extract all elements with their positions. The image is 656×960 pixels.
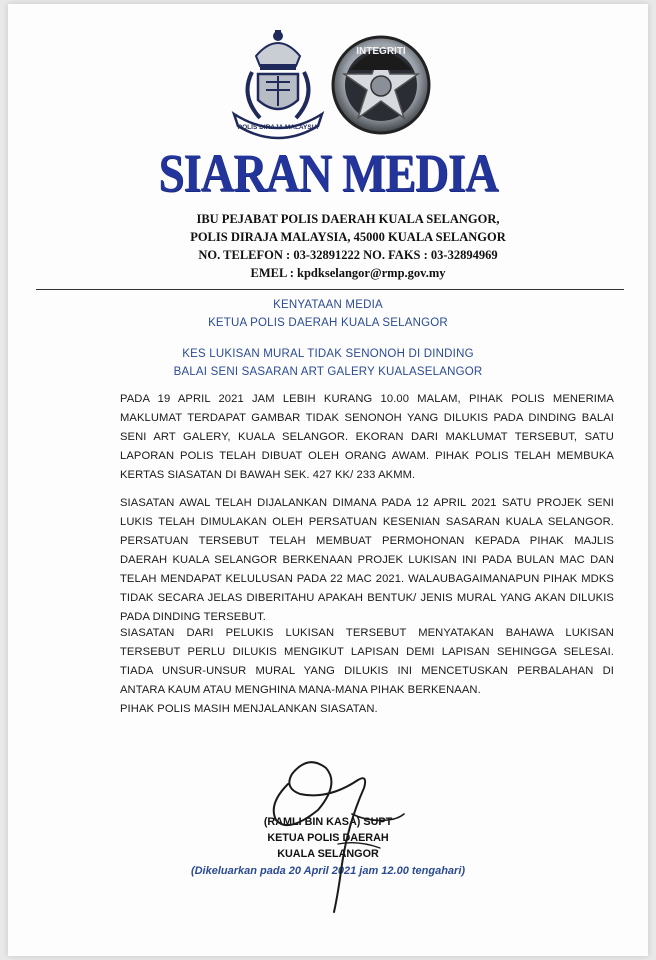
body-line: TELAH MENDAPAT KELULUSAN PADA 22 MAC 2021. WALAUBAGAIMANAPUN PIHAK MDKS bbox=[120, 573, 614, 585]
body-line: PADA DINDING TERSEBUT. bbox=[120, 611, 267, 623]
email-line: EMEL : kpdkselangor@rmp.gov.my bbox=[250, 266, 446, 280]
body-line: MAKLUMAT TERDAPAT GAMBAR TIDAK SENONOH YANG DILUKIS PADA DINDING BALAI bbox=[120, 412, 614, 424]
body-line: TERSEBUT PERLU DILUKIS MENGIKUT LAPISAN DEMI LAPISAN SEHINGGA SELESAI. bbox=[120, 646, 614, 658]
body-line: SIASATAN DARI PELUKIS LUKISAN TERSEBUT MENYATAKAN BAHAWA LUKISAN bbox=[120, 627, 614, 639]
crest-banner-text: POLIS DIRAJA MALAYSIA bbox=[237, 124, 319, 131]
handwritten-signature bbox=[248, 744, 428, 914]
badge-text: INTEGRITI bbox=[356, 46, 406, 57]
body-paragraph-2 bbox=[120, 494, 614, 627]
body-line: PERSATUAN TERSEBUT TELAH MEMBUAT PERMOHONAN KEPADA PIHAK MAJLIS bbox=[120, 535, 614, 547]
subject-line-2: BALAI SENI SASARAN ART GALERY KUALASELANGOR bbox=[173, 366, 483, 378]
body-line: DAERAH KUALA SELANGOR BERKENAAN PROJEK LUKISAN INI PADA BULAN MAC DAN bbox=[120, 554, 614, 566]
subject-line-1: KES LUKISAN MURAL TIDAK SENONOH DI DINDING bbox=[182, 348, 474, 360]
page-title: SIARAN MEDIA bbox=[158, 143, 498, 203]
press-release-page bbox=[8, 4, 648, 956]
statement-issuer: KETUA POLIS DAERAH KUALA SELANGOR bbox=[208, 317, 448, 329]
body-line: SENI ART GALERY, KUALA SELANGOR. EKORAN DARI MAKLUMAT TERSEBUT, SATU bbox=[120, 431, 614, 443]
header-divider bbox=[36, 289, 624, 290]
statement-kind: KENYATAAN MEDIA bbox=[273, 299, 383, 311]
body-line: PADA 19 APRIL 2021 JAM LEBIH KURANG 10.00 MALAM, PIHAK POLIS MENERIMA bbox=[120, 393, 614, 405]
body-line: SIASATAN AWAL TELAH DIJALANKAN DIMANA PADA 12 APRIL 2021 SATU PROJEK SENI bbox=[120, 497, 614, 509]
integriti-badge-logo bbox=[326, 30, 436, 140]
body-line: ANTARA KAUM ATAU MENGHINA MANA-MANA PIHAK BERKENAAN. bbox=[120, 684, 481, 696]
phone-fax-line: NO. TELEFON : 03-32891222 NO. FAKS : 03-32894969 bbox=[198, 248, 498, 262]
body-line: LUKIS TELAH DIMULAKAN OLEH PERSATUAN KESENIAN SASARAN KUALA SELANGOR. bbox=[120, 516, 614, 528]
body-paragraph-1 bbox=[120, 390, 614, 485]
body-line: KERTAS SIASATAN DI BAWAH SEK. 427 KK/ 233 AKMM. bbox=[120, 469, 416, 481]
address-line-2: POLIS DIRAJA MALAYSIA, 45000 KUALA SELANGOR bbox=[190, 230, 506, 244]
body-line: TIDAK SECARA JELAS DIBERITAHU APAKAH BENTUK/ JENIS MURAL YANG AKAN DILUKIS bbox=[120, 592, 614, 604]
body-line: TIADA UNSUR-UNSUR MURAL YANG DILUKIS INI MENCETUSKAN PERBALAHAN DI bbox=[120, 665, 614, 677]
signatory-district: KUALA SELANGOR bbox=[277, 848, 379, 860]
pdrm-crest-logo bbox=[226, 26, 330, 140]
signatory-position: KETUA POLIS DAERAH bbox=[267, 832, 389, 844]
body-paragraph-3 bbox=[120, 624, 614, 719]
body-line: PIHAK POLIS MASIH MENJALANKAN SIASATAN. bbox=[120, 703, 378, 715]
body-line: LAPORAN POLIS TELAH DIBUAT OLEH ORANG AWAM. PIHAK POLIS TELAH MEMBUKA bbox=[120, 450, 614, 462]
address-line-1: IBU PEJABAT POLIS DAERAH KUALA SELANGOR, bbox=[196, 212, 500, 226]
issued-date-note: (Dikeluarkan pada 20 April 2021 jam 12.00 tengahari) bbox=[190, 865, 466, 877]
signatory-name: (RAMLI BIN KASA) SUPT bbox=[263, 816, 393, 828]
